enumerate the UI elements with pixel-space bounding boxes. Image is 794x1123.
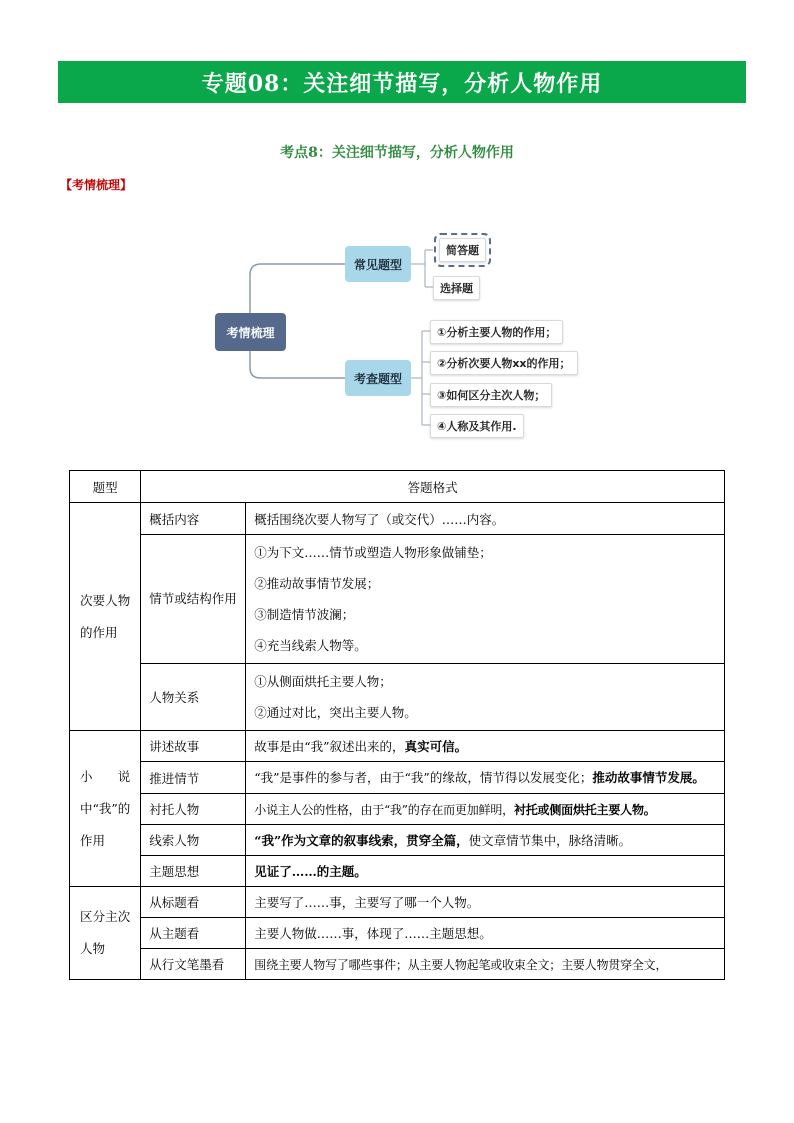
row-content bbox=[246, 664, 725, 731]
mindmap-leaf-short-answer: 简答题 bbox=[439, 238, 486, 262]
row-label: 从标题看 bbox=[141, 887, 246, 918]
mindmap-node-common-types: 常见题型 bbox=[345, 246, 411, 282]
page-banner-title: 专题08：关注细节描写，分析人物作用 bbox=[58, 61, 746, 103]
content-line: ②通过对比，突出主要人物。 bbox=[254, 705, 417, 720]
table-header-row bbox=[70, 471, 725, 503]
row-label: 主题思想 bbox=[141, 856, 246, 887]
row-content: 主要人物做……事，体现了……主题思想。 bbox=[246, 918, 725, 949]
row-content: 围绕主要人物写了哪些事件；从主要人物起笔或收束全文；主要人物贯穿全文， bbox=[246, 949, 725, 980]
mindmap-leaf-exam-2: ②分析次要人物xx的作用； bbox=[430, 351, 578, 375]
row-content: 见证了……的主题。 bbox=[246, 856, 725, 887]
table-row bbox=[70, 503, 725, 535]
content-plain: 故事是由“我”叙述出来的， bbox=[254, 739, 405, 754]
content-line: ④充当线索人物等。 bbox=[254, 638, 367, 653]
table-row bbox=[70, 664, 725, 731]
row-content bbox=[246, 731, 725, 762]
mindmap-root-node: 考情梳理 bbox=[215, 313, 286, 351]
row-label: 衬托人物 bbox=[141, 794, 246, 825]
category-cell: 区分主次人物 bbox=[70, 887, 141, 980]
table-row bbox=[70, 918, 725, 949]
table-row bbox=[70, 887, 725, 918]
row-content bbox=[246, 825, 725, 856]
mindmap-leaf-exam-3: ③如何区分主次人物； bbox=[430, 383, 552, 407]
mindmap-leaf-exam-4: ④人称及其作用. bbox=[430, 414, 524, 438]
section-tag: 【考情梳理】 bbox=[60, 178, 133, 192]
table-row bbox=[70, 949, 725, 980]
table-row bbox=[70, 535, 725, 664]
table-row bbox=[70, 762, 725, 794]
connector-root-common bbox=[250, 264, 345, 313]
content-bold: “我”作为文章的叙事线索，贯穿全篇， bbox=[254, 833, 469, 848]
connector-root-exam bbox=[250, 351, 345, 378]
row-label: 线索人物 bbox=[141, 825, 246, 856]
row-content bbox=[246, 794, 725, 825]
row-label: 从行文笔墨看 bbox=[141, 949, 246, 980]
table-row bbox=[70, 825, 725, 856]
table-row bbox=[70, 794, 725, 825]
category-cell: 小说中“我”的作用 bbox=[70, 731, 141, 887]
mindmap-leaf-exam-1: ①分析主要人物的作用； bbox=[430, 320, 563, 344]
content-plain: “我”是事件的参与者，由于“我”的缘故，情节得以发展变化； bbox=[254, 770, 593, 785]
content-bold: 真实可信。 bbox=[404, 739, 468, 754]
content-line: ①为下文……情节或塑造人物形象做铺垫； bbox=[254, 545, 492, 560]
content-bold: 推动故事情节发展。 bbox=[592, 770, 705, 785]
mindmap bbox=[0, 0, 794, 460]
row-label: 人物关系 bbox=[141, 664, 246, 731]
content-line: ②推动故事情节发展； bbox=[254, 576, 380, 591]
mindmap-node-exam-types: 考查题型 bbox=[345, 360, 411, 396]
row-label: 情节或结构作用 bbox=[141, 535, 246, 664]
content-plain: 使文章情节集中，脉络清晰。 bbox=[468, 833, 632, 848]
row-label: 从主题看 bbox=[141, 918, 246, 949]
content-bold: 衬托或侧面烘托主要人物。 bbox=[513, 802, 656, 817]
category-cell: 次要人物的作用 bbox=[70, 503, 141, 731]
mindmap-leaf-choice: 选择题 bbox=[433, 276, 480, 300]
row-label: 讲述故事 bbox=[141, 731, 246, 762]
row-content bbox=[246, 762, 725, 794]
row-content bbox=[246, 535, 725, 664]
content-line: ①从侧面烘托主要人物； bbox=[254, 674, 392, 689]
row-label: 推进情节 bbox=[141, 762, 246, 794]
section-subtitle: 考点8：关注细节描写，分析人物作用 bbox=[280, 145, 514, 161]
row-label: 概括内容 bbox=[141, 503, 246, 535]
row-content: 概括围绕次要人物写了（或交代）……内容。 bbox=[246, 503, 725, 535]
header-format: 答题格式 bbox=[141, 471, 725, 503]
header-type: 题型 bbox=[70, 471, 141, 503]
content-plain: 小说主人公的性格，由于“我”的存在而更加鲜明， bbox=[254, 802, 514, 817]
content-line: ③制造情节波澜； bbox=[254, 607, 355, 622]
table-row bbox=[70, 856, 725, 887]
answer-format-table bbox=[69, 470, 725, 980]
table-row bbox=[70, 731, 725, 762]
row-content: 主要写了……事，主要写了哪一个人物。 bbox=[246, 887, 725, 918]
